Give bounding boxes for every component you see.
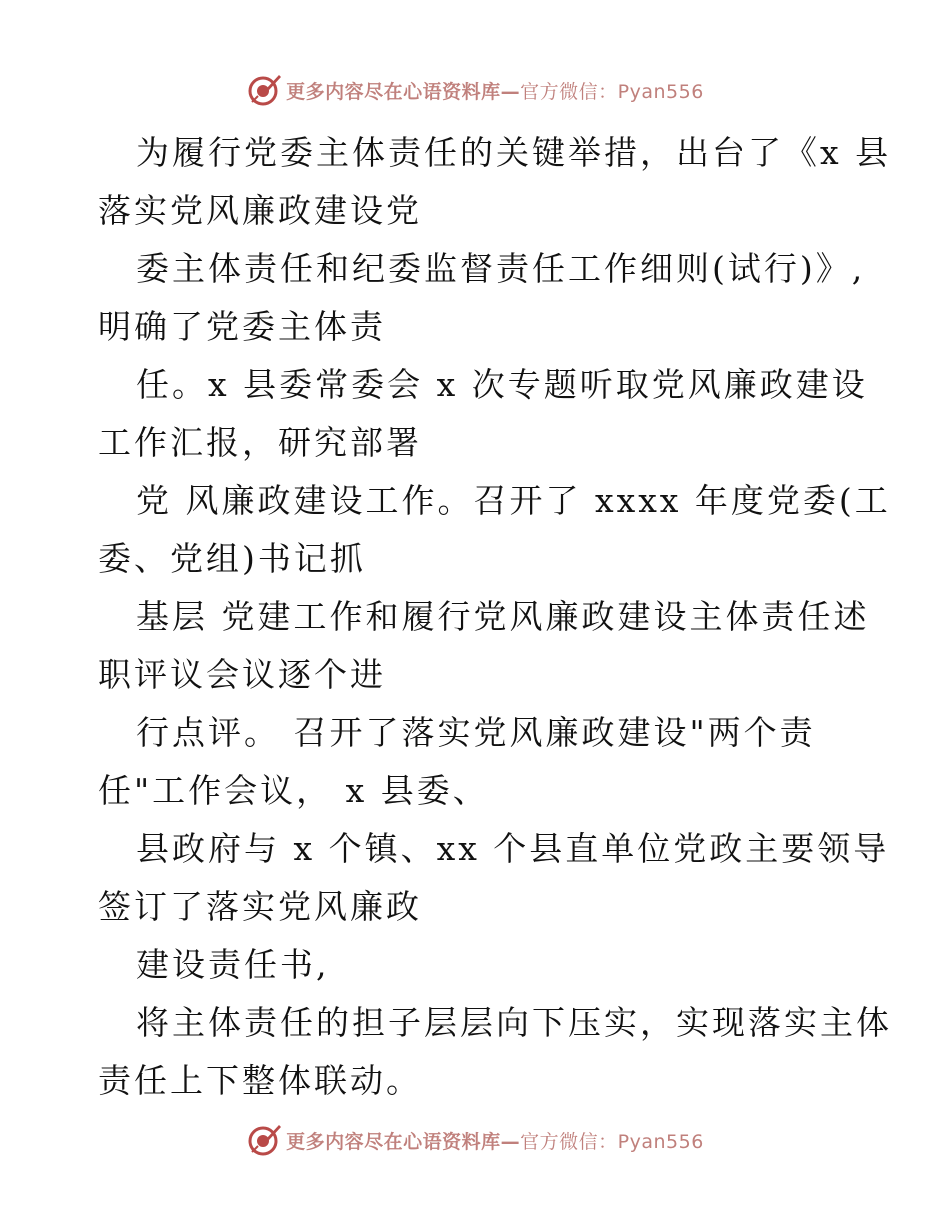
text-line: 委主体责任和纪委监督责任工作细则(试行)》, [136,249,866,288]
text-line: 将主体责任的担子层层向下压实，实现落实主体 [136,1003,892,1042]
banner-main-text: 更多内容尽在心语资料库 [286,80,501,103]
banner-separator: — [500,80,521,103]
text-line: 任"工作会议， x 县委、 [98,771,489,810]
text-line: 为履行党委主体责任的关键举措，出台了《x 县 [136,133,892,172]
footer-banner [0,1118,950,1162]
text-line: 签订了落实党风廉政 [98,887,422,926]
text-line: 党 风廉政建设工作。召开了 xxxx 年度党委(工 [136,481,891,520]
text-line: 职评议会议逐个进 [98,655,386,694]
text-line: 委、党组)书记抓 [98,539,366,578]
document-body [98,124,892,1110]
text-line: 明确了党委主体责 [98,307,386,346]
banner-main-text: 更多内容尽在心语资料库 [286,1130,501,1153]
header-banner [0,68,950,112]
text-line: 建设责任书, [136,945,330,984]
quill-pen-logo-icon [246,72,282,108]
banner-text [286,77,704,104]
text-line: 责任上下整体联动。 [98,1061,422,1100]
banner-separator: — [500,1130,521,1153]
banner-contact-text: 官方微信：Pyan556 [520,80,704,103]
quill-pen-logo-icon [246,1122,282,1158]
banner-text [286,1127,704,1154]
text-line: 县政府与 x 个镇、xx 个县直单位党政主要领导 [136,829,890,868]
text-line: 落实党风廉政建设党 [98,191,422,230]
text-line: 行点评。 召开了落实党风廉政建设"两个责 [136,713,816,752]
banner-contact-text: 官方微信：Pyan556 [520,1130,704,1153]
text-line: 任。x 县委常委会 x 次专题听取党风廉政建设 [136,365,868,404]
text-line: 工作汇报，研究部署 [98,423,422,462]
text-line: 基层 党建工作和履行党风廉政建设主体责任述 [136,597,870,636]
